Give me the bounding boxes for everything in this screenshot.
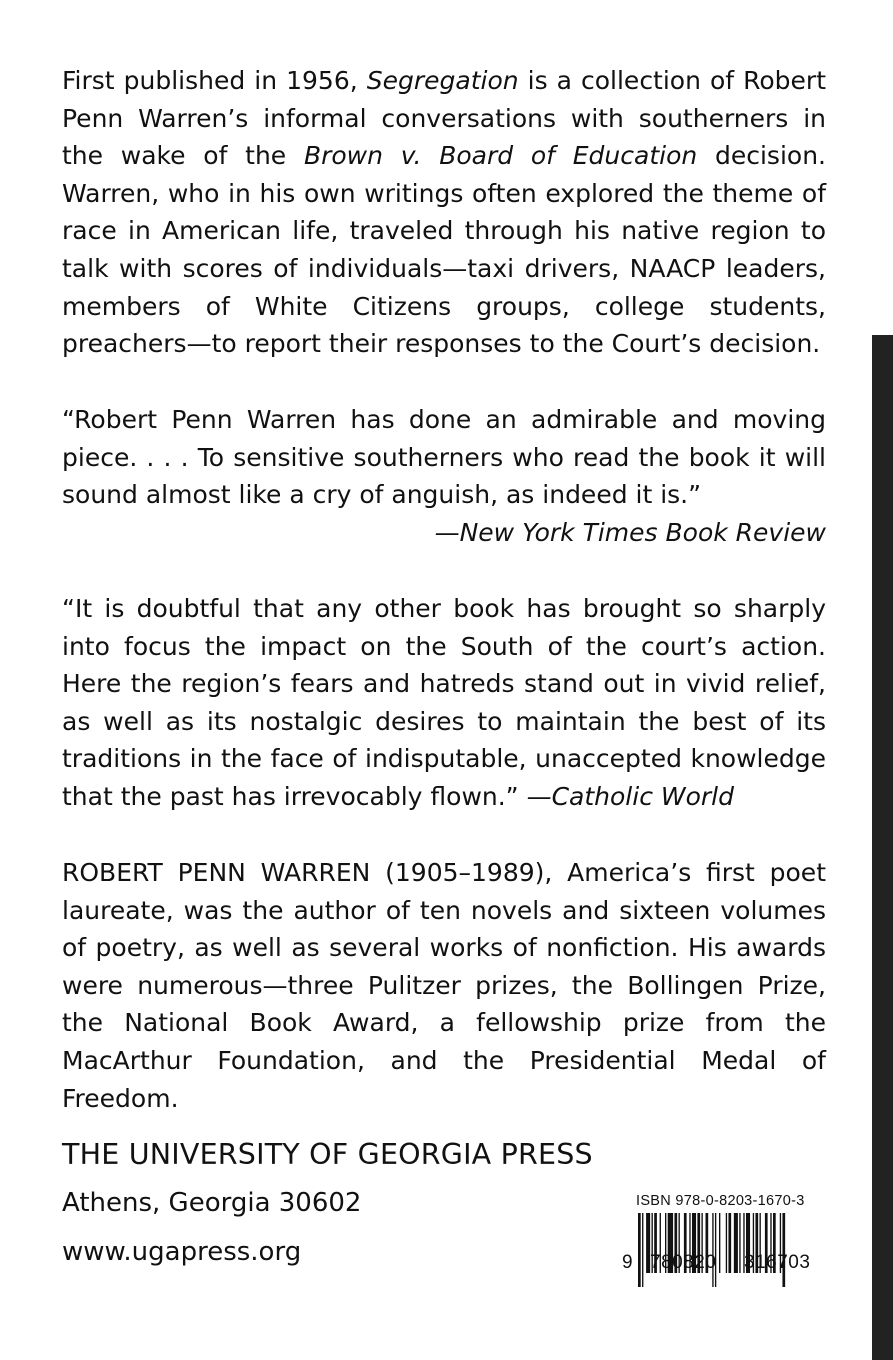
publisher-address: Athens, Georgia 30602 [62,1188,362,1218]
barcode-bar [739,1213,740,1273]
review-quote-1: “Robert Penn Warren has done an admirable and moving piece. . . . To sensitive southerners who read the book it will sound almost like a cry of anguish, as indeed it is.” [62,405,826,510]
barcode-bar [734,1213,738,1273]
author-bio: ROBERT PENN WARREN (1905–1989), America’s first poet laureate, was the author of ten novels and sixteen volumes of poetry, as well as several works of nonfiction. His awards were numerous—three Pulitzer prizes, the Bollingen Prize, the National Book Award, a fellowship prize from the MacArthur Foundation, and the Presidential Medal of Freedom. [62,858,826,1113]
barcode-icon [636,1213,828,1287]
review-quote-2 [62,590,826,816]
barcode-bar [726,1213,727,1273]
publisher-name: THE UNIVERSITY OF GEORGIA PRESS [62,1138,593,1171]
review-source-2: —Catholic World [526,781,734,811]
barcode-bar [638,1213,641,1287]
barcode-bar [715,1213,716,1287]
description-text: First published in 1956, [62,66,367,95]
case-name: Brown v. Board of Education [303,141,698,171]
spine-edge-bar [872,335,893,1360]
barcode-bar [642,1213,643,1287]
publisher-website[interactable]: www.ugapress.org [62,1237,302,1267]
barcode-bar [712,1213,713,1287]
barcode-bar [728,1213,731,1273]
description-text: decision. Warren, who in his own writings often explored the theme of race in American life, traveled through his native region to talk with scores of individuals—taxi drivers, NAACP leaders, members of White Citizens groups, college students, preachers—to report their responses to the Court’s decision. [62,141,826,359]
book-title: Segregation [366,66,519,95]
barcode-digits-right: 316703 [744,1252,811,1273]
isbn-label: ISBN 978-0-8203-1670-3 [636,1193,805,1209]
barcode-digits-left: 780820 [650,1252,717,1273]
barcode-lead-digit: 9 [622,1252,633,1273]
description-text: is a collection of Robert Penn Warren’s informal conversations with southerners in the wake of the [62,66,826,171]
review-source-1: —New York Times Book Review [434,518,826,547]
review-quote-2-text: “It is doubtful that any other book has brought so sharply into focus the impact on the South of the court’s action. Here the region’s fears and hatreds stand out in vivid relief, as well as its nostalgic desires to maintain the best of its traditions in the face of indisputable, unaccepted knowledge that the past has irrevocably flown.” [62,594,826,811]
barcode-bar [782,1213,785,1287]
book-description [62,62,826,363]
barcode-bar [719,1213,720,1273]
